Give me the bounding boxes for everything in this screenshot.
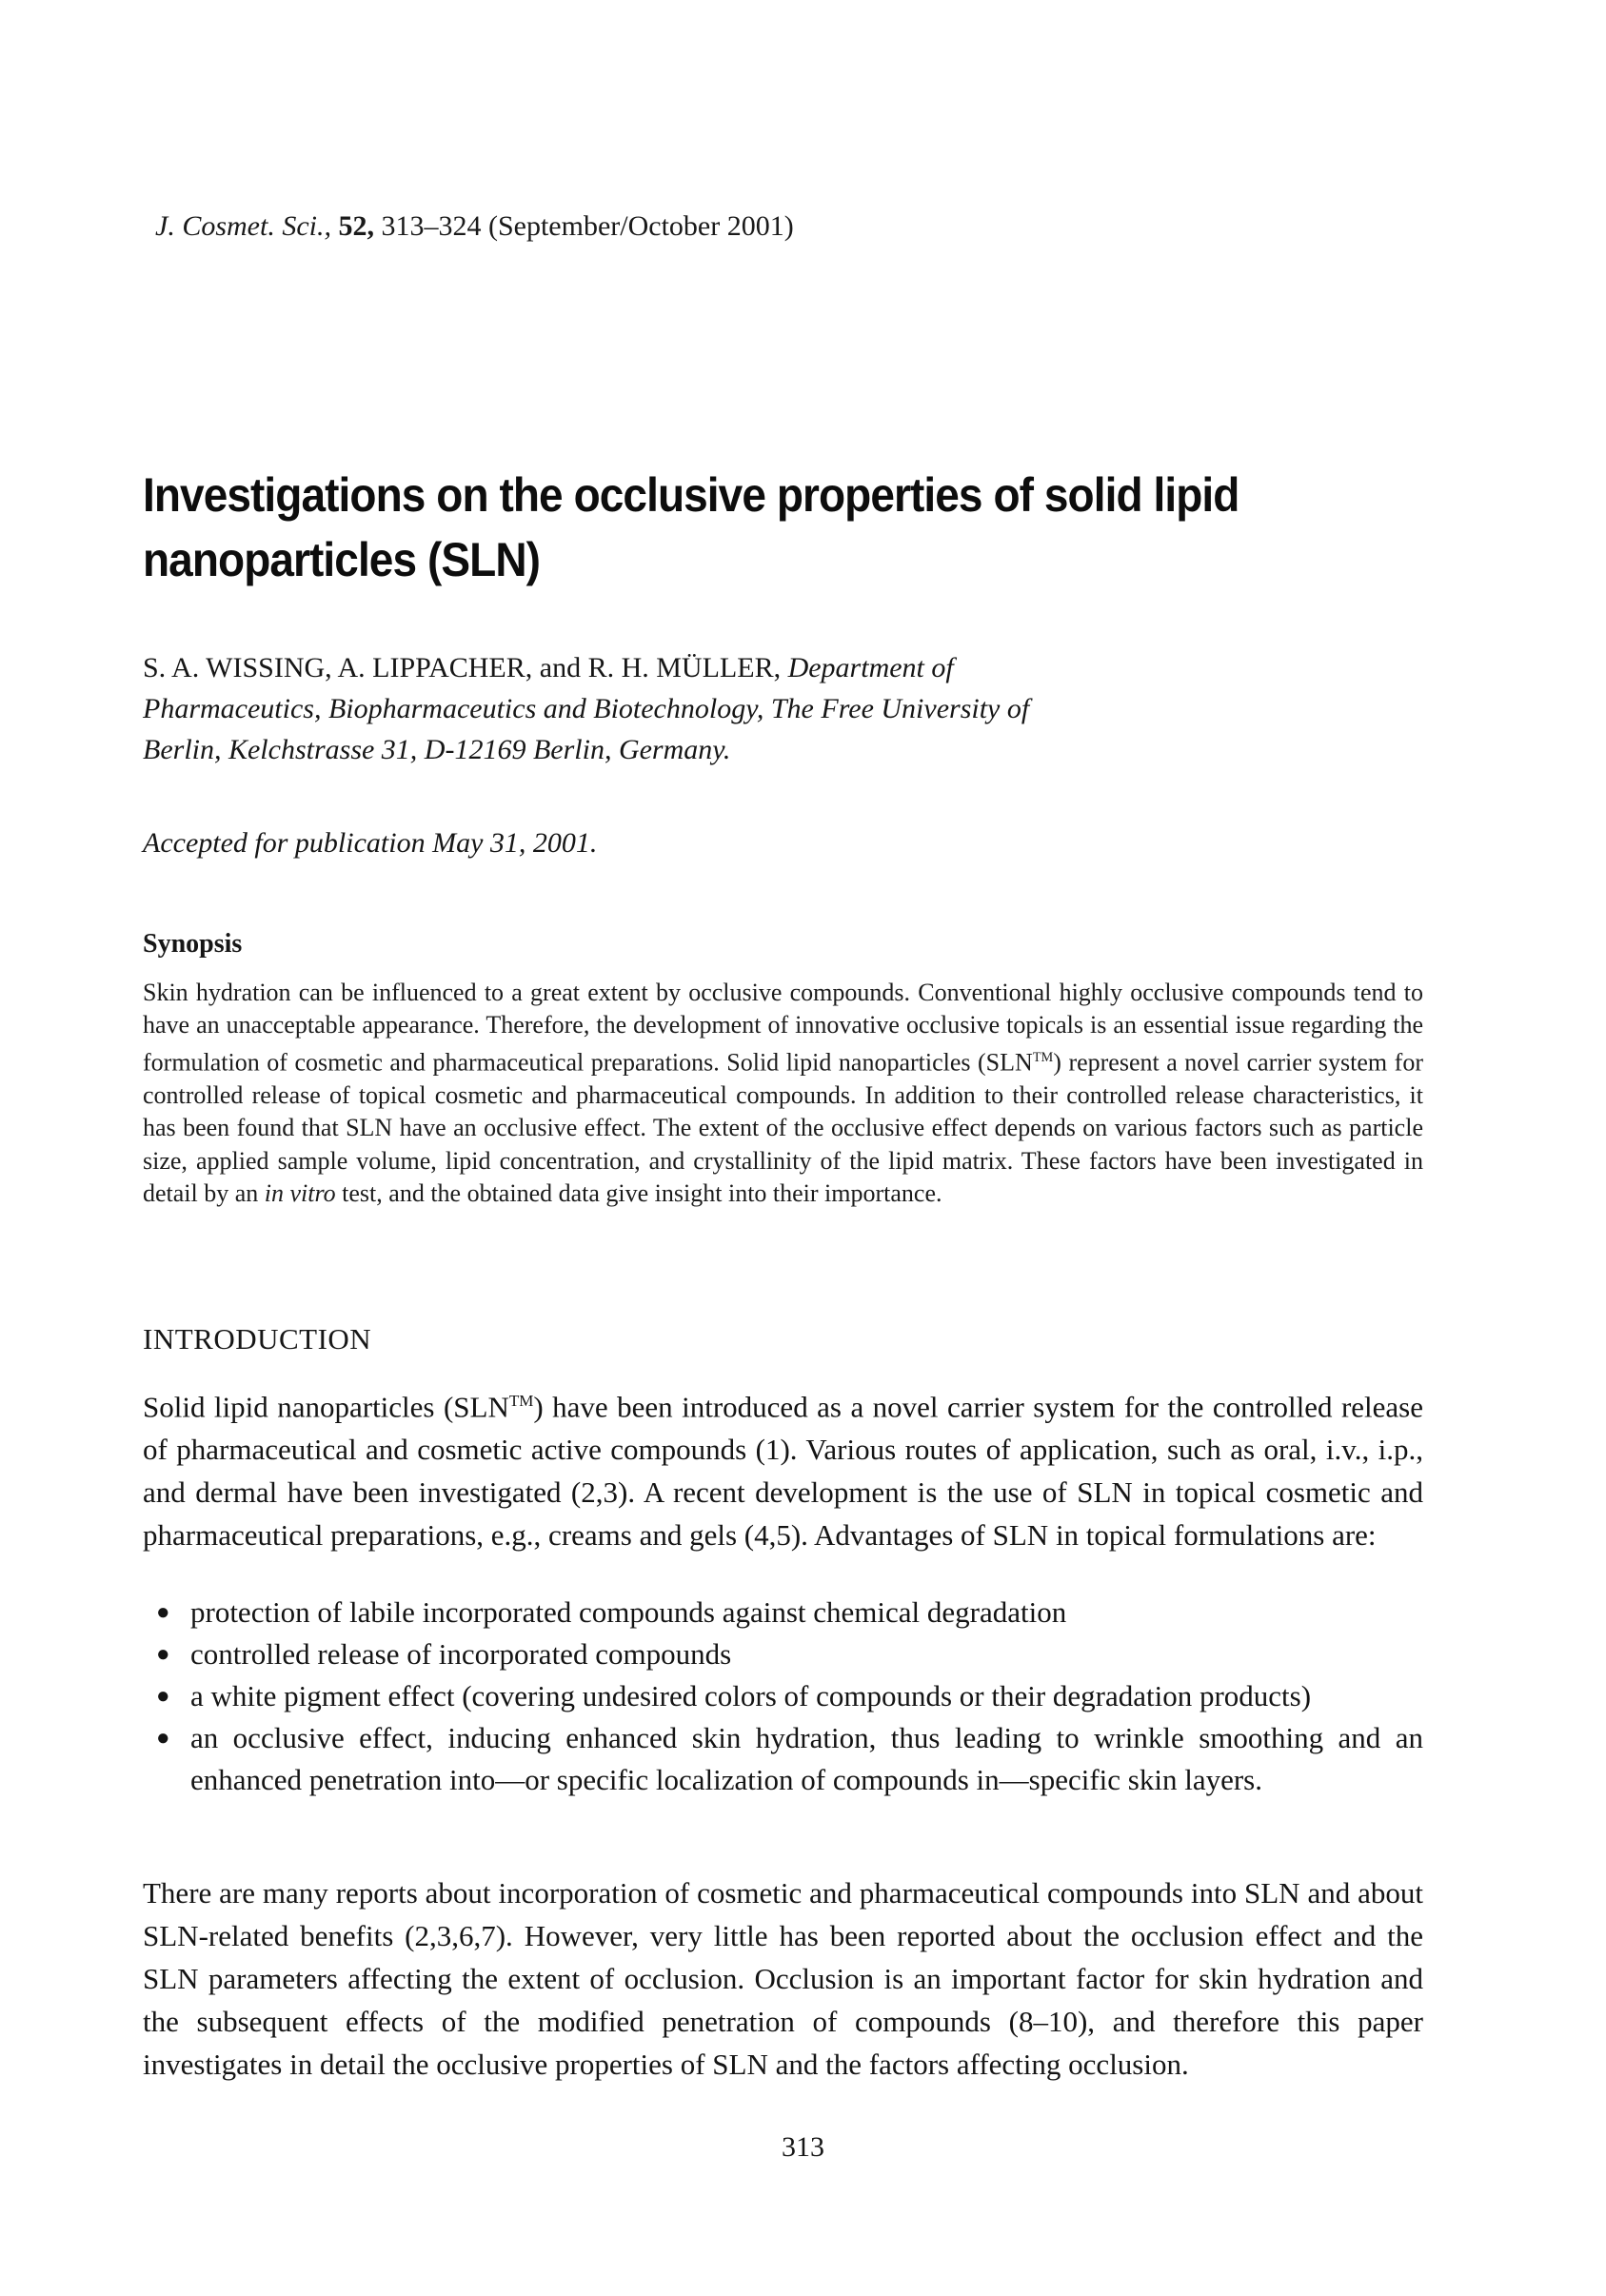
intro-p1-part2: ) have been introduced as a novel carrier system for the controlled release of pharmaceutical and cosmetic active compounds (1). Various routes of application, such as oral, i.v., i.p., and dermal have been investigated (2,3). A recent development is the use of SLN in topical cosmetic and pharmaceutical preparations, e.g., creams and gels (4,5). Advantages of SLN in topical formulations are: bbox=[143, 1390, 1423, 1553]
accepted-note: Accepted for publication May 31, 2001. bbox=[143, 827, 598, 859]
list-item bbox=[143, 1717, 1423, 1801]
paper-title-line1: Investigations on the occlusive properties of solid lipid bbox=[143, 468, 1239, 522]
journal-issue-info: 313–324 (September/October 2001) bbox=[381, 210, 794, 242]
list-item bbox=[143, 1592, 1423, 1633]
paper-title-line2: nanoparticles (SLN) bbox=[143, 533, 541, 586]
page-number: 313 bbox=[782, 2131, 824, 2163]
synopsis-heading: Synopsis bbox=[143, 929, 243, 959]
trademark-superscript: TM bbox=[1032, 1050, 1054, 1066]
bullet-icon: ● bbox=[156, 1642, 170, 1667]
list-item bbox=[143, 1675, 1423, 1717]
bullet-icon: ● bbox=[156, 1600, 170, 1625]
list-item-label: protection of labile incorporated compounds against chemical degradation bbox=[190, 1595, 1067, 1629]
journal-name: J. Cosmet. Sci., bbox=[155, 210, 331, 242]
synopsis-part3: test, and the obtained data give insight into their importance. bbox=[335, 1178, 942, 1207]
list-item-label: a white pigment effect (covering undesired colors of compounds or their degradation products) bbox=[190, 1679, 1312, 1712]
list-item-label: an occlusive effect, inducing enhanced skin hydration, thus leading to wrinkle smoothing and an enhanced penetration into—or specific localization of compounds in—specific skin layers. bbox=[190, 1721, 1423, 1796]
paper-title bbox=[143, 463, 1439, 592]
intro-p1-part1: Solid lipid nanoparticles (SLN bbox=[143, 1390, 509, 1424]
introduction-heading: INTRODUCTION bbox=[143, 1322, 372, 1356]
bullet-icon: ● bbox=[156, 1684, 170, 1709]
byline bbox=[143, 647, 1064, 770]
synopsis-emphasis: in vitro bbox=[264, 1178, 336, 1207]
affiliation: Department of Pharmaceutics, Biopharmaceutics and Biotechnology, The Free University of Berlin, Kelchstrasse 31, D-12169 Berlin, Germany. bbox=[143, 652, 1030, 765]
authors: S. A. WISSING, A. LIPPACHER, and R. H. MÜLLER, bbox=[143, 652, 782, 683]
synopsis-part1: Skin hydration can be influenced to a great extent by occlusive compounds. Conventional highly occlusive compounds tend to have an unacceptable appearance. Therefore, the development of innovative occlusive topicals is an essential issue regarding the formulation of cosmetic and pharmaceutical preparations. Solid lipid nanoparticles (SLN bbox=[143, 979, 1423, 1078]
list-item bbox=[143, 1633, 1423, 1675]
trademark-superscript: TM bbox=[508, 1392, 534, 1410]
journal-citation bbox=[155, 208, 1436, 246]
intro-paragraph-2: There are many reports about incorporation of cosmetic and pharmaceutical compounds into SLN and about SLN-related benefits (2,3,6,7). However, very little has been reported about the occlusion effect and the SLN parameters affecting the extent of occlusion. Occlusion is an important factor for skin hydration and the subsequent effects of the modified penetration of compounds (8–10), and therefore this paper investigates in detail the occlusive properties of SLN and the factors affecting occlusion. bbox=[143, 1876, 1423, 2081]
advantages-list bbox=[143, 1592, 1423, 1801]
synopsis-text bbox=[143, 977, 1423, 1210]
journal-volume: 52, bbox=[338, 210, 374, 242]
intro-paragraph-1 bbox=[143, 1379, 1423, 1556]
synopsis-part2: ) represent a novel carrier system for controlled release of topical cosmetic and pharmaceutical compounds. In addition to their controlled release characteristics, it has been found that SLN have an occlusive effect. The extent of the occlusive effect depends on various factors such as particle size, applied sample volume, lipid concentration, and crystallinity of the lipid matrix. These factors have been investigated in detail by an bbox=[143, 1049, 1423, 1207]
list-item-label: controlled release of incorporated compounds bbox=[190, 1637, 732, 1671]
bullet-icon: ● bbox=[156, 1726, 170, 1751]
